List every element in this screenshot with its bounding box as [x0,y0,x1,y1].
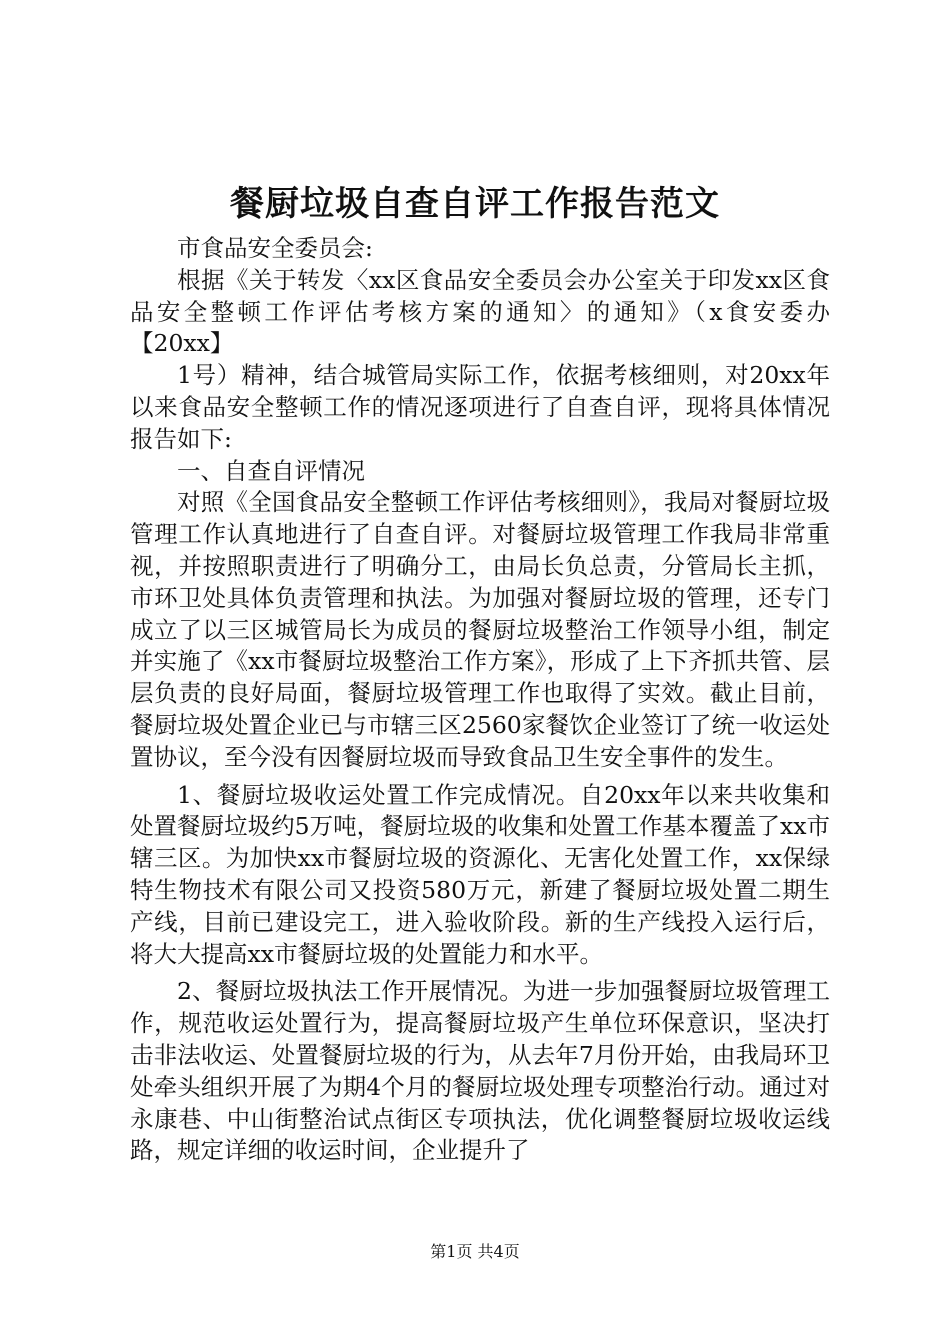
document-title: 餐厨垃圾自查自评工作报告范文 [230,184,720,224]
document-body [130,233,830,1167]
salutation: 市食品安全委员会: [177,234,373,262]
paragraph-basis: 根据《关于转发〈xx区食品安全委员会办公室关于印发xx区食品安全整顿工作评估考核方案的通知〉的通知》（x食安委办【20xx】 [130,265,830,358]
paragraph-collection-disposal: 1、餐厨垃圾收运处置工作完成情况。自20xx年以来共收集和处置餐厨垃圾约5万吨，餐厨垃圾的收集和处置工作基本覆盖了xx市辖三区。为加快xx市餐厨垃圾的资源化、无害化处置工作，xx保绿特生物技术有限公司又投资580万元，新建了餐厨垃圾处置二期生产线，目前已建设完工，进入验收阶段。新的生产线投入运行后，将大大提高xx市餐厨垃圾的处置能力和水平。 [130,780,830,968]
paragraph-overview: 对照《全国食品安全整顿工作评估考核细则》，我局对餐厨垃圾管理工作认真地进行了自查自评。对餐厨垃圾管理工作我局非常重视，并按照职责进行了明确分工，由局长负总责，分管局长主抓，市环卫处具体负责管理和执法。为加强对餐厨垃圾的管理，还专门成立了以三区城管局长为成员的餐厨垃圾整治工作领导小组，制定并实施了《xx市餐厨垃圾整治工作方案》，形成了上下齐抓共管、层层负责的良好局面，餐厨垃圾管理工作也取得了实效。截止目前，餐厨垃圾处置企业已与市辖三区2560家餐饮企业签订了统一收运处置协议，至今没有因餐厨垃圾而导致食品卫生安全事件的发生。 [130,488,830,771]
section-heading-self-assessment: 一、自查自评情况 [177,456,365,485]
paragraph-basis-continued: 1号）精神，结合城管局实际工作，依据考核细则，对20xx年以来食品安全整顿工作的情况逐项进行了自查自评，现将具体情况报告如下: [130,361,830,453]
paragraph-enforcement: 2、餐厨垃圾执法工作开展情况。为进一步加强餐厨垃圾管理工作，规范收运处置行为，提高餐厨垃圾产生单位环保意识，坚决打击非法收运、处置餐厨垃圾的行为，从去年7月份开始，由我局环卫处牵头组织开展了为期4个月的餐厨垃圾处理专项整治行动。通过对永康巷、中山街整治试点街区专项执法，优化调整餐厨垃圾收运线路，规定详细的收运时间，企业提升了 [130,977,830,1165]
page-footer: 第1页 共4页 [430,1242,520,1261]
